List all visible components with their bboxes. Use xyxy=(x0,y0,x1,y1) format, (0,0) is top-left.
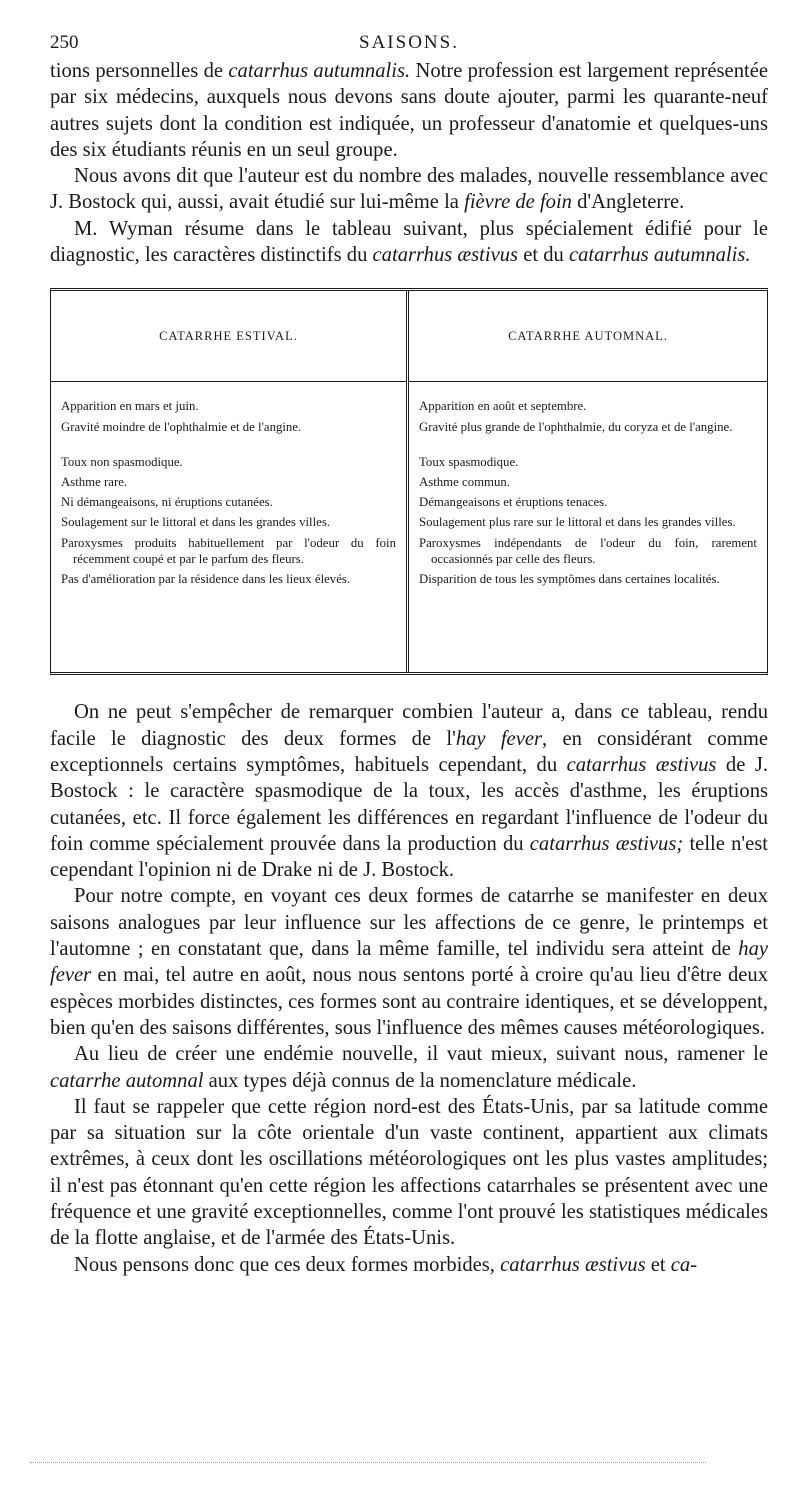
italic-run: fièvre de foin xyxy=(464,191,572,214)
table-cell: Toux spasmodique. xyxy=(419,454,519,469)
table-cell: Démangeaisons et éruptions tenaces. xyxy=(419,495,608,510)
page-number: 250 xyxy=(50,32,79,53)
italic-run: hay fever xyxy=(455,727,542,750)
italic-run: hay fever xyxy=(50,938,768,987)
comparison-table xyxy=(50,288,768,675)
italic-run: catarrhus autumnalis. xyxy=(568,244,751,267)
document-page xyxy=(50,28,768,1278)
text-run: telle n'est cependant l'opinion ni de Drake ni de J. Bostock. xyxy=(50,832,768,882)
paragraph xyxy=(50,58,768,163)
running-title: SAISONS. xyxy=(359,32,459,53)
table-column-estival xyxy=(51,291,409,672)
table-cell: Apparition en mars et juin. xyxy=(61,399,199,414)
table-cell: Soulagement sur le littoral et dans les grandes villes. xyxy=(61,515,331,530)
paragraph xyxy=(50,163,768,216)
table-cell: Pas d'amélioration par la résidence dans les lieux élevés. xyxy=(61,572,351,586)
paragraph xyxy=(50,1041,768,1094)
italic-run: catarrhus æstivus xyxy=(372,244,519,267)
text-run: d'Angleterre. xyxy=(571,191,685,214)
text-run: et du xyxy=(518,244,569,267)
paragraph xyxy=(50,1252,768,1278)
table-cell: Paroxysmes indépendants de l'odeur du foin, rarement occasionnés par celle des fleurs. xyxy=(419,535,757,566)
italic-run: catarrhus æstivus xyxy=(500,1253,646,1276)
table-cell: Asthme commun. xyxy=(419,474,510,489)
text-run: On ne peut s'empêcher de remarquer combien l'auteur a, dans ce tableau, rendu facile le diagnostic des deux formes de l' xyxy=(50,701,768,750)
paragraph xyxy=(50,883,768,1041)
text-run: Nous pensons donc que ces deux formes morbides, xyxy=(74,1253,501,1276)
body-text xyxy=(50,699,768,1278)
table-cell: Ni démangeaisons, ni éruptions cutanées. xyxy=(61,495,273,510)
italic-run: catarrhe automnal xyxy=(50,1069,204,1092)
text-run: Au lieu de créer une endémie nouvelle, il vaut mieux, suivant nous, ramener le xyxy=(74,1043,768,1066)
page-header xyxy=(50,28,768,58)
intro-text xyxy=(50,58,768,268)
italic-run: catarrhus æstivus xyxy=(566,753,717,776)
table-body-automnal xyxy=(409,382,767,597)
paragraph xyxy=(50,699,768,883)
table-cell: Soulagement plus rare sur le littoral et dans les grandes villes. xyxy=(419,515,736,530)
italic-run: catarrhus autumnalis. xyxy=(228,60,411,82)
table-column-automnal xyxy=(409,291,767,672)
table-header-automnal: CATARRHE AUTOMNAL. xyxy=(409,291,767,382)
table-header-estival: CATARRHE ESTIVAL. xyxy=(51,291,406,382)
text-run: Il faut se rappeler que cette région nord-est des États-Unis, par sa latitude comme par sa situation sur la côte orientale d'un vaste continent, appartient aux climats extrêmes, à ceux dont les oscillations météorologiques ont les plus vastes amplitudes; il n'est pas étonnant qu'en cette région les affections catarrhales se présentent avec une fréquence et une gravité exceptionnelles, comme l'ont prouvé les statistiques médicales de la flotte anglaise, et de l'armée des États-Unis. xyxy=(50,1095,768,1250)
paragraph xyxy=(50,216,768,269)
table-body-estival xyxy=(51,382,406,597)
text-run: en mai, tel autre en août, nous nous sentons porté à croire qu'au lieu d'être deux espèces morbides distinctes, ces formes sont au contraire identiques, et se développent, bien qu'en des saisons différentes, sous l'influence des mêmes causes météorologiques. xyxy=(50,964,768,1039)
table-cell: Gravité plus grande de l'ophthalmie, du coryza et de l'angine. xyxy=(419,419,733,434)
table-cell: Toux non spasmodique. xyxy=(61,454,183,469)
table-cell: Asthme rare. xyxy=(61,474,128,489)
text-run: de J. Bostock : le caractère spasmodique de la toux, les accès d'asthme, les éruptions cutanées, etc. Il force également les différences en regardant l'influence de l'odeur du foin comme spécialement prouvée dans la production du xyxy=(50,753,768,855)
paragraph xyxy=(50,1094,768,1252)
table-cell: Paroxysmes produits habituellement par l'odeur du foin récemment coupé et par le parfum des fleurs. xyxy=(61,535,396,566)
text-run: et xyxy=(645,1253,671,1276)
footer-rule xyxy=(30,1462,706,1463)
table-cell: Disparition de tous les symptômes dans certaines localités. xyxy=(419,572,720,586)
text-run: Nous avons dit que l'auteur est du nombre des malades, nouvelle ressemblance avec J. Bostock qui, aussi, avait étudié sur lui-même la xyxy=(50,165,768,214)
text-run: tions personnelles de xyxy=(50,60,229,82)
text-run: Pour notre compte, en voyant ces deux formes de catarrhe se manifester en deux saisons analogues par leur influence sur les affections de ce genre, le printemps et l'automne ; en constatant que, dans la même famille, tel individu sera atteint de xyxy=(50,885,768,961)
text-run: M. Wyman résume dans le tableau suivant, plus spécialement édifié pour le diagnostic, les caractères distinctifs du xyxy=(50,217,768,267)
table-cell: Gravité moindre de l'ophthalmie et de l'angine. xyxy=(61,419,302,434)
table-cell: Apparition en août et septembre. xyxy=(419,399,587,414)
text-run: , en considérant comme exceptionnels certains symptômes, habituels cependant, du xyxy=(50,727,768,776)
text-run: aux types déjà connus de la nomenclature médicale. xyxy=(203,1069,637,1092)
italic-run: ca- xyxy=(670,1253,698,1276)
italic-run: catarrhus æstivus; xyxy=(529,832,684,855)
text-run: Notre profession est largement représentée par six médecins, auxquels nous devons sans doute ajouter, parmi les quarante-neuf autres sujets dont la condition est indiquée, un professeur d'anatomie et quelques-uns des six étudiants réunis en un seul groupe. xyxy=(50,60,768,161)
